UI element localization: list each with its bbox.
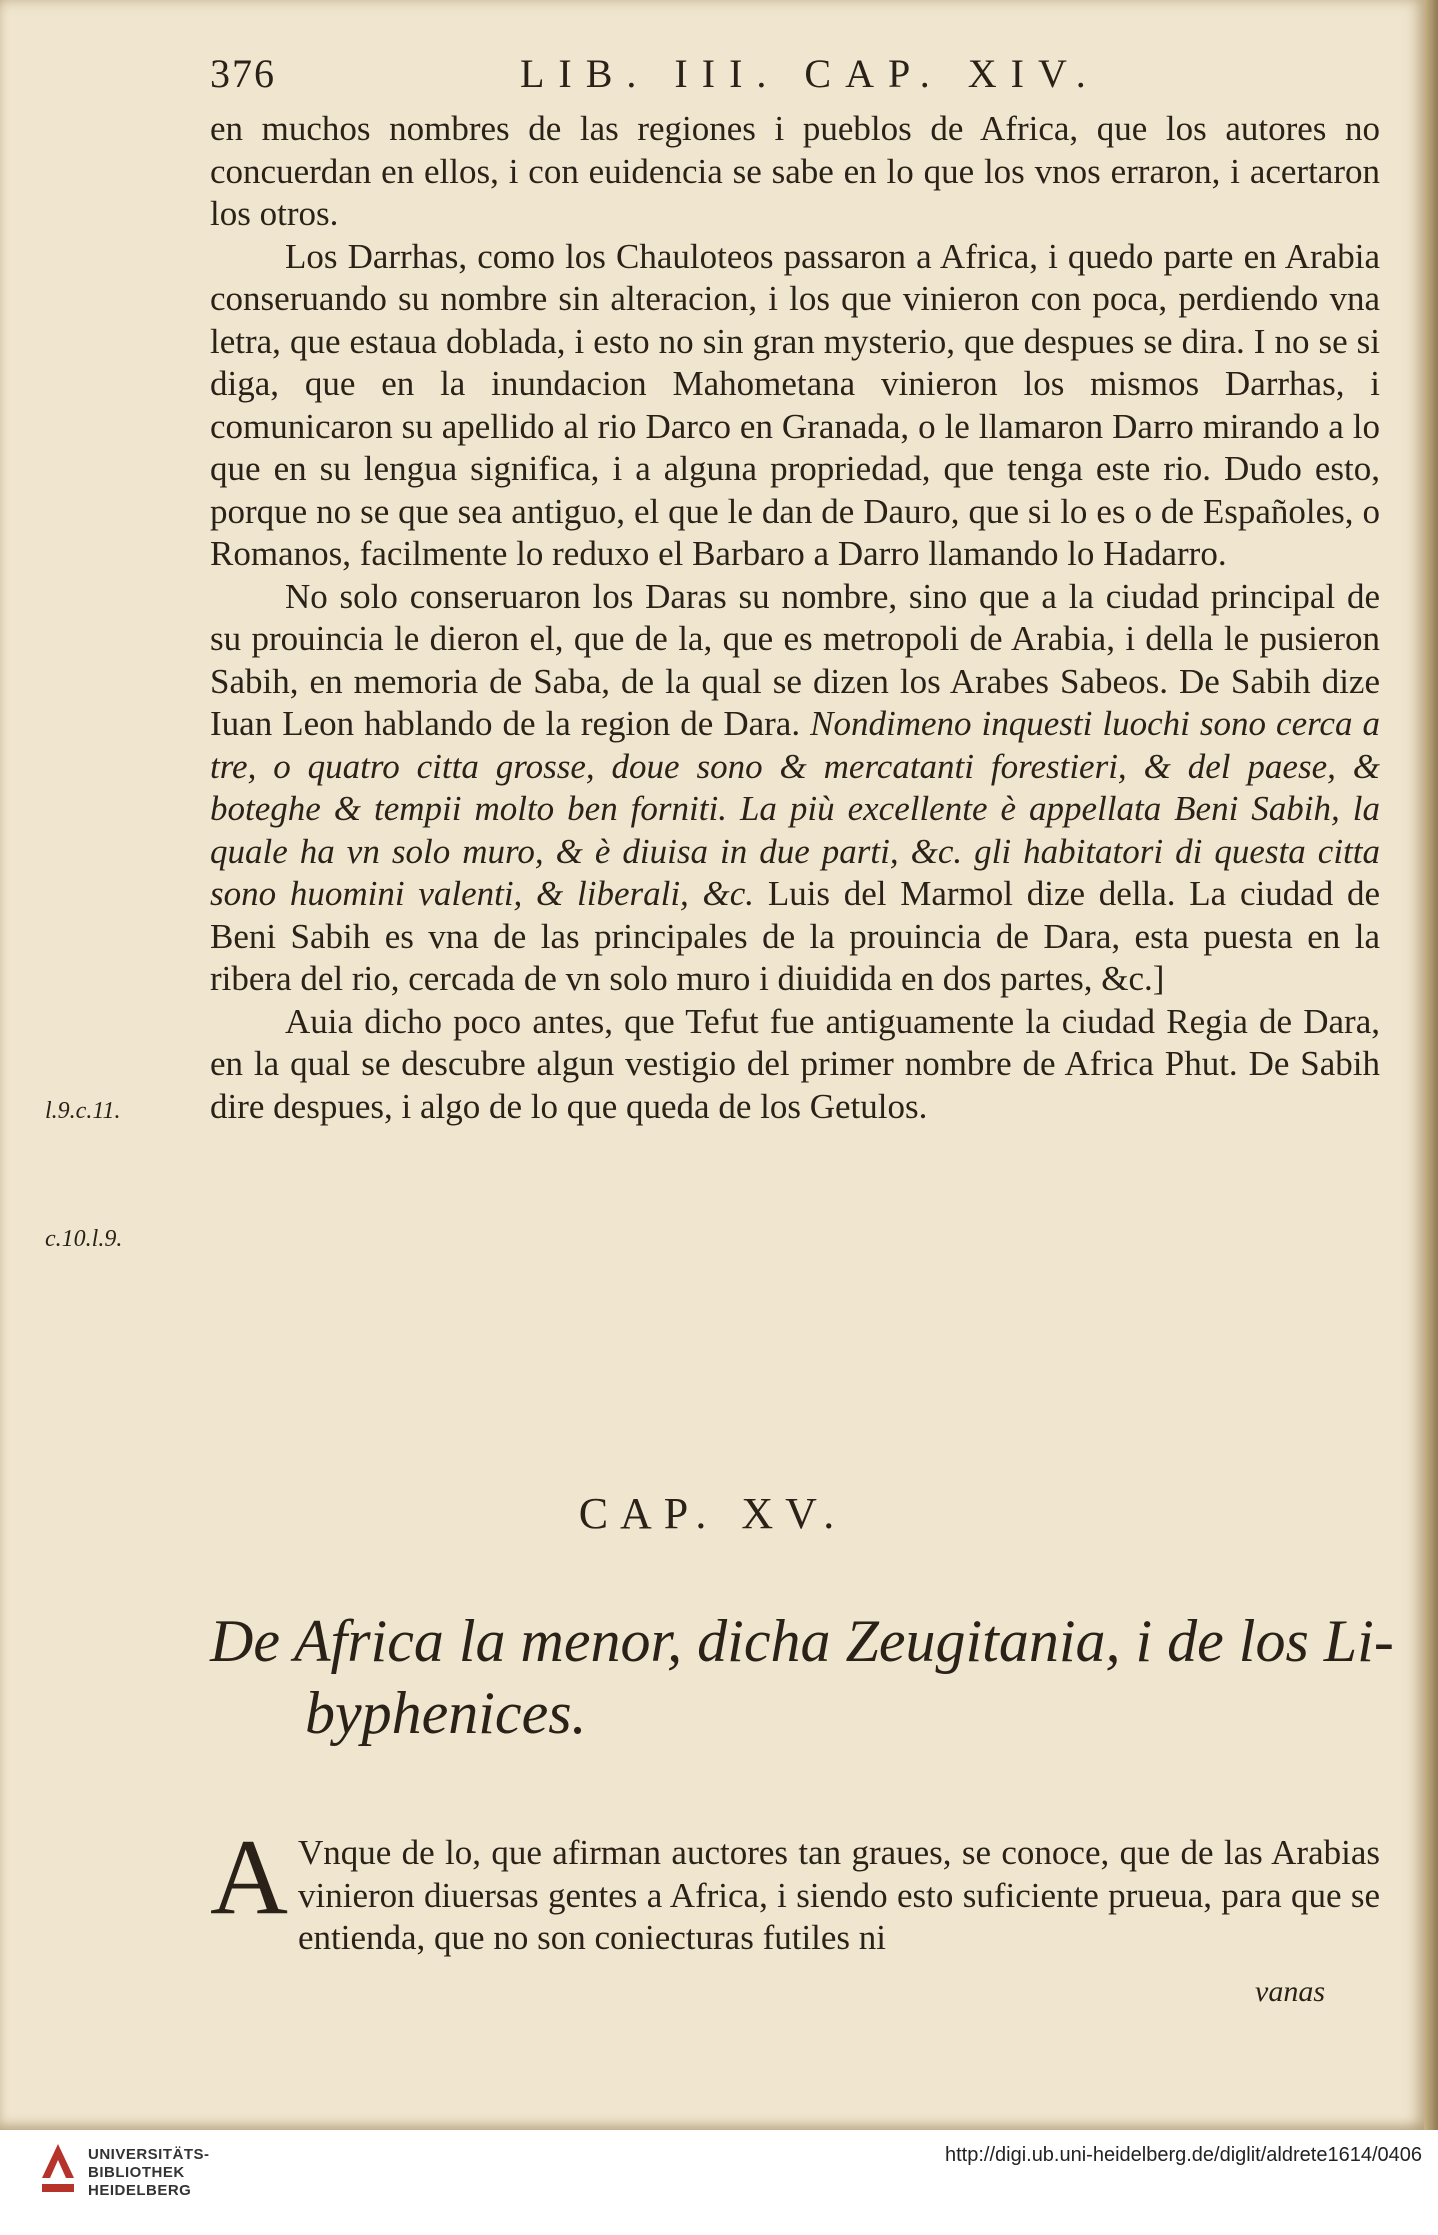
drop-cap: A: [210, 1818, 288, 1937]
chapter-heading: CAP. XV.: [578, 1489, 847, 1538]
paragraph-continuation: en muchos nombres de las regiones i pueblos de Africa, que los autores no concuerdan en ellos, i con euidencia se sabe en lo que los vnos erraron, i acertaron los otros.: [210, 109, 1380, 233]
running-title: LIB. III. CAP. XIV.: [520, 51, 1100, 96]
chapter-title: [210, 1605, 1400, 1749]
library-name-line1: UNIVERSITÄTS-: [88, 2146, 210, 2163]
library-name-line3: HEIDELBERG: [88, 2182, 192, 2199]
paragraph-daras: [210, 576, 1380, 1001]
chapter-title-line2: byphenices.: [305, 1680, 587, 1746]
catchword: vanas: [1255, 1975, 1325, 2008]
margin-note: c.10.l.9.: [45, 1226, 123, 1252]
page-edge: [1424, 0, 1438, 2130]
italian-quotation: Nondimeno inquesti luochi sono cerca a tre, o quatro citta grosse, doue sono & mercatanti forestieri, & del paese, & boteghe & tempii molto ben forniti. La più excellente è appellata Beni Sabih, la quale ha vn solo muro, & è diuisa in due parti, &c. gli habitatori di questa citta sono huomini valenti, & liberali, &c.: [210, 704, 1380, 913]
library-name: [88, 2146, 210, 2200]
library-name-line2: BIBLIOTHEK: [88, 2164, 185, 2181]
chapter-title-line1: De Africa la menor, dicha Zeugitania, i de los Li-: [210, 1608, 1394, 1674]
page-number: 376: [210, 51, 276, 96]
paragraph-daras-marmol: Luis del Marmol dize della. La ciudad de Beni Sabih es vna de las principales de la prouincia de Dara, esta puesta en la ribera del rio, cercada de vn solo muro i diuidida en dos partes, &c.]: [210, 874, 1381, 998]
opening-paragraph: [210, 1818, 1380, 1960]
opening-text: Vnque de lo, que afirman auctores tan graues, se conoce, que de las Arabias vinieron diuersas gentes a Africa, i siendo esto suficiente prueua, para que se entienda, que no son coniecturas futiles ni: [298, 1833, 1380, 1957]
paragraph-tefut: Auia dicho poco antes, que Tefut fue antiguamente la ciudad Regia de Dara, en la qual se descubre algun vestigio del primer nombre de Africa Phut. De Sabih dire despues, i algo de lo que queda de los Getulos.: [210, 1001, 1380, 1126]
paragraph-daras-intro: No solo conseruaron los Daras su nombre, sino que a la ciudad principal de su prouincia le dieron el, que de la, que es metropoli de Arabia, i della le pusieron Sabih, en memoria de Saba, de la qual se dizen los Arabes Sabeos. De Sabih dize Iuan Leon hablando de la region de Dara.: [210, 576, 1380, 743]
library-logo-icon: [38, 2138, 78, 2196]
source-url[interactable]: http://digi.ub.uni-heidelberg.de/diglit/aldrete1614/0406: [944, 2144, 1422, 2166]
margin-note: l.9.c.11.: [45, 1098, 121, 1124]
paragraph-darrhas: Los Darrhas, como los Chauloteos passaron a Africa, i quedo parte en Arabia conseruando su nombre sin alteracion, i los que vinieron con poca, perdiendo vna letra, que estaua doblada, i esto no sin gran mysterio, que despues se dira. I no se si diga, que en la inundacion Mahometana vinieron los mismos Darrhas, i comunicaron su apellido al rio Darco en Granada, o le llamaron Darro mirando a lo que en su lengua significa, i a alguna propriedad, que tenga este rio. Dudo esto, porque no se que sea antiguo, el que le dan de Dauro, que si lo es o de Españoles, o Romanos, facilmente lo reduxo el Barbaro a Darro llamando lo Hadarro.: [210, 236, 1380, 573]
main-text: [210, 108, 1380, 1128]
